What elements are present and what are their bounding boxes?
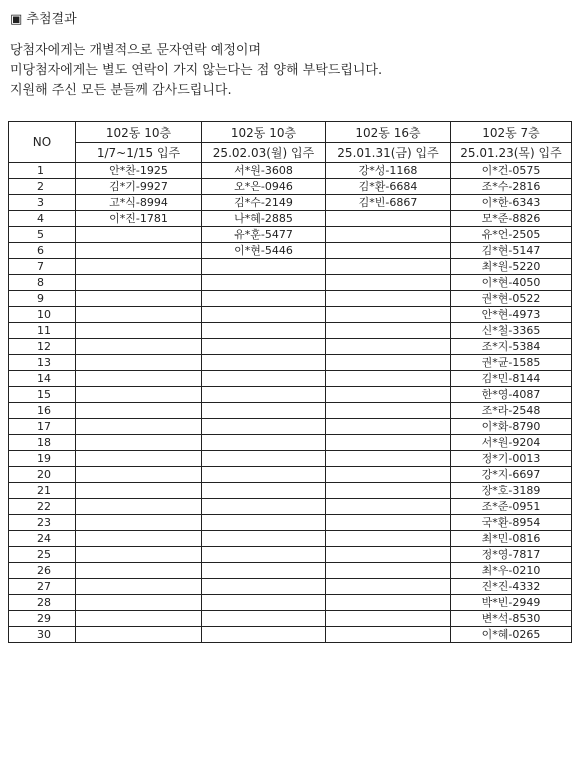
winner-cell xyxy=(76,227,202,243)
winner-cell xyxy=(76,451,202,467)
row-number: 26 xyxy=(9,563,76,579)
table-row xyxy=(9,291,572,307)
winner-cell: 김*민-8144 xyxy=(451,371,572,387)
winner-cell xyxy=(326,259,451,275)
winner-cell xyxy=(202,275,326,291)
winner-cell: 유*훈-5477 xyxy=(202,227,326,243)
winner-cell xyxy=(76,275,202,291)
winner-cell: 이*혜-0265 xyxy=(451,627,572,643)
winner-cell xyxy=(202,387,326,403)
winner-cell xyxy=(326,355,451,371)
notice xyxy=(10,8,570,101)
row-number: 12 xyxy=(9,339,76,355)
winner-cell xyxy=(326,611,451,627)
table-row xyxy=(9,195,572,211)
row-number: 23 xyxy=(9,515,76,531)
winner-cell xyxy=(76,243,202,259)
winner-cell xyxy=(202,515,326,531)
winner-cell xyxy=(326,435,451,451)
table-row xyxy=(9,579,572,595)
notice-title: ▣ 추첨결과 xyxy=(10,12,77,27)
winner-cell xyxy=(76,611,202,627)
winner-cell: 최*원-5220 xyxy=(451,259,572,275)
winner-cell xyxy=(202,435,326,451)
winner-cell xyxy=(202,259,326,275)
winner-cell: 모*준-8826 xyxy=(451,211,572,227)
row-number: 28 xyxy=(9,595,76,611)
no-header: NO xyxy=(9,122,76,163)
row-number: 17 xyxy=(9,419,76,435)
winner-cell xyxy=(76,419,202,435)
row-number: 3 xyxy=(9,195,76,211)
winner-cell xyxy=(326,307,451,323)
row-number: 13 xyxy=(9,355,76,371)
winner-cell: 조*라-2548 xyxy=(451,403,572,419)
row-number: 1 xyxy=(9,163,76,179)
winner-cell: 이*건-0575 xyxy=(451,163,572,179)
table-row xyxy=(9,243,572,259)
table-row xyxy=(9,259,572,275)
winner-cell: 장*호-3189 xyxy=(451,483,572,499)
results-table-body xyxy=(9,122,572,643)
winner-cell: 조*준-0951 xyxy=(451,499,572,515)
winner-cell xyxy=(326,531,451,547)
winner-cell xyxy=(202,323,326,339)
winner-cell: 신*철-3365 xyxy=(451,323,572,339)
winner-cell: 김*기-9927 xyxy=(76,179,202,195)
winner-cell: 정*영-7817 xyxy=(451,547,572,563)
row-number: 18 xyxy=(9,435,76,451)
winner-cell: 서*원-9204 xyxy=(451,435,572,451)
row-number: 15 xyxy=(9,387,76,403)
winner-cell xyxy=(202,451,326,467)
table-row xyxy=(9,387,572,403)
winner-cell xyxy=(76,595,202,611)
winner-cell xyxy=(76,435,202,451)
winner-cell: 변*석-8530 xyxy=(451,611,572,627)
winner-cell xyxy=(202,531,326,547)
row-number: 11 xyxy=(9,323,76,339)
table-row xyxy=(9,563,572,579)
winner-cell xyxy=(326,243,451,259)
table-row xyxy=(9,323,572,339)
notice-line: 지원해 주신 모든 분들께 감사드립니다. xyxy=(10,83,232,98)
winner-cell xyxy=(202,467,326,483)
table-row xyxy=(9,355,572,371)
winner-cell xyxy=(76,515,202,531)
winner-cell: 진*진-4332 xyxy=(451,579,572,595)
table-row xyxy=(9,371,572,387)
winner-cell xyxy=(326,515,451,531)
table-row xyxy=(9,451,572,467)
header-row-date xyxy=(9,143,572,163)
table-row xyxy=(9,163,572,179)
winner-cell: 조*수-2816 xyxy=(451,179,572,195)
row-number: 29 xyxy=(9,611,76,627)
winner-cell xyxy=(326,579,451,595)
winner-cell xyxy=(76,291,202,307)
table-row xyxy=(9,547,572,563)
winner-cell: 이*한-6343 xyxy=(451,195,572,211)
winner-cell xyxy=(326,419,451,435)
winner-cell: 이*진-1781 xyxy=(76,211,202,227)
row-number: 16 xyxy=(9,403,76,419)
move-in-date-header: 1/7~1/15 입주 xyxy=(76,143,202,163)
winner-cell xyxy=(76,259,202,275)
row-number: 21 xyxy=(9,483,76,499)
winner-cell: 최*우-0210 xyxy=(451,563,572,579)
winner-cell xyxy=(202,419,326,435)
winner-cell xyxy=(76,307,202,323)
winner-cell: 강*성-1168 xyxy=(326,163,451,179)
winner-cell xyxy=(202,339,326,355)
winner-cell xyxy=(202,355,326,371)
row-number: 30 xyxy=(9,627,76,643)
winner-cell xyxy=(326,627,451,643)
winner-cell: 이*현-4050 xyxy=(451,275,572,291)
row-number: 9 xyxy=(9,291,76,307)
notice-line: 미당첨자에게는 별도 연락이 가지 않는다는 점 양해 부탁드립니다. xyxy=(10,63,383,78)
building-header: 102동 10층 xyxy=(202,122,326,143)
move-in-date-header: 25.01.23(목) 입주 xyxy=(451,143,572,163)
winner-cell: 국*환-8954 xyxy=(451,515,572,531)
row-number: 8 xyxy=(9,275,76,291)
winner-cell: 정*기-0013 xyxy=(451,451,572,467)
winner-cell xyxy=(326,547,451,563)
row-number: 5 xyxy=(9,227,76,243)
building-header: 102동 7층 xyxy=(451,122,572,143)
row-number: 19 xyxy=(9,451,76,467)
winner-cell xyxy=(202,499,326,515)
winner-cell: 권*균-1585 xyxy=(451,355,572,371)
winner-cell xyxy=(326,371,451,387)
notice-line: 당첨자에게는 개별적으로 문자연락 예정이며 xyxy=(10,43,261,58)
winner-cell: 안*찬-1925 xyxy=(76,163,202,179)
row-number: 25 xyxy=(9,547,76,563)
winner-cell xyxy=(76,531,202,547)
winner-cell: 조*지-5384 xyxy=(451,339,572,355)
winner-cell xyxy=(326,387,451,403)
winner-cell: 권*현-0522 xyxy=(451,291,572,307)
winner-cell xyxy=(202,563,326,579)
winner-cell xyxy=(202,403,326,419)
table-row xyxy=(9,515,572,531)
table-row xyxy=(9,483,572,499)
winner-cell xyxy=(76,403,202,419)
winner-cell xyxy=(76,579,202,595)
winner-cell xyxy=(76,547,202,563)
table-row xyxy=(9,419,572,435)
row-number: 10 xyxy=(9,307,76,323)
winner-cell xyxy=(326,467,451,483)
winner-cell xyxy=(76,563,202,579)
winner-cell xyxy=(76,355,202,371)
table-row xyxy=(9,307,572,323)
winner-cell xyxy=(326,227,451,243)
table-row xyxy=(9,435,572,451)
row-number: 27 xyxy=(9,579,76,595)
winner-cell: 한*영-4087 xyxy=(451,387,572,403)
winner-cell xyxy=(326,595,451,611)
row-number: 20 xyxy=(9,467,76,483)
winner-cell xyxy=(202,291,326,307)
building-header: 102동 16층 xyxy=(326,122,451,143)
winner-cell xyxy=(326,323,451,339)
move-in-date-header: 25.01.31(금) 입주 xyxy=(326,143,451,163)
winner-cell xyxy=(202,579,326,595)
row-number: 7 xyxy=(9,259,76,275)
winner-cell: 이*화-8790 xyxy=(451,419,572,435)
winner-cell: 오*은-0946 xyxy=(202,179,326,195)
winner-cell xyxy=(326,291,451,307)
winner-cell xyxy=(326,563,451,579)
row-number: 22 xyxy=(9,499,76,515)
winner-cell: 안*현-4973 xyxy=(451,307,572,323)
winner-cell xyxy=(76,339,202,355)
winner-cell xyxy=(76,627,202,643)
winner-cell: 나*혜-2885 xyxy=(202,211,326,227)
winner-cell: 김*수-2149 xyxy=(202,195,326,211)
table-row xyxy=(9,611,572,627)
winner-cell xyxy=(76,371,202,387)
winner-cell xyxy=(202,371,326,387)
winner-cell xyxy=(76,387,202,403)
table-row xyxy=(9,179,572,195)
winner-cell xyxy=(76,323,202,339)
winner-cell: 김*현-5147 xyxy=(451,243,572,259)
winner-cell xyxy=(202,595,326,611)
row-number: 4 xyxy=(9,211,76,227)
winner-cell xyxy=(326,339,451,355)
winner-cell: 김*환-6684 xyxy=(326,179,451,195)
winner-cell: 박*빈-2949 xyxy=(451,595,572,611)
winner-cell xyxy=(326,275,451,291)
winner-cell xyxy=(76,467,202,483)
table-row xyxy=(9,227,572,243)
winner-cell xyxy=(326,403,451,419)
winner-cell: 최*민-0816 xyxy=(451,531,572,547)
table-row xyxy=(9,403,572,419)
winner-cell xyxy=(326,211,451,227)
table-row xyxy=(9,531,572,547)
winner-cell: 서*원-3608 xyxy=(202,163,326,179)
winner-cell: 유*언-2505 xyxy=(451,227,572,243)
winner-cell xyxy=(326,483,451,499)
winner-cell: 김*빈-6867 xyxy=(326,195,451,211)
move-in-date-header: 25.02.03(월) 입주 xyxy=(202,143,326,163)
winner-cell: 강*지-6697 xyxy=(451,467,572,483)
winner-cell xyxy=(202,483,326,499)
winner-cell: 고*식-8994 xyxy=(76,195,202,211)
results-table xyxy=(8,121,572,643)
winner-cell xyxy=(76,499,202,515)
table-row xyxy=(9,467,572,483)
table-row xyxy=(9,595,572,611)
winner-cell xyxy=(326,451,451,467)
table-row xyxy=(9,211,572,227)
winner-cell xyxy=(76,483,202,499)
row-number: 2 xyxy=(9,179,76,195)
winner-cell xyxy=(202,307,326,323)
row-number: 24 xyxy=(9,531,76,547)
row-number: 14 xyxy=(9,371,76,387)
row-number: 6 xyxy=(9,243,76,259)
building-header: 102동 10층 xyxy=(76,122,202,143)
table-row xyxy=(9,339,572,355)
winner-cell xyxy=(202,627,326,643)
winner-cell xyxy=(326,499,451,515)
header-row-building xyxy=(9,122,572,143)
table-row xyxy=(9,627,572,643)
table-row xyxy=(9,275,572,291)
winner-cell xyxy=(202,547,326,563)
table-row xyxy=(9,499,572,515)
winner-cell: 이*현-5446 xyxy=(202,243,326,259)
winner-cell xyxy=(202,611,326,627)
